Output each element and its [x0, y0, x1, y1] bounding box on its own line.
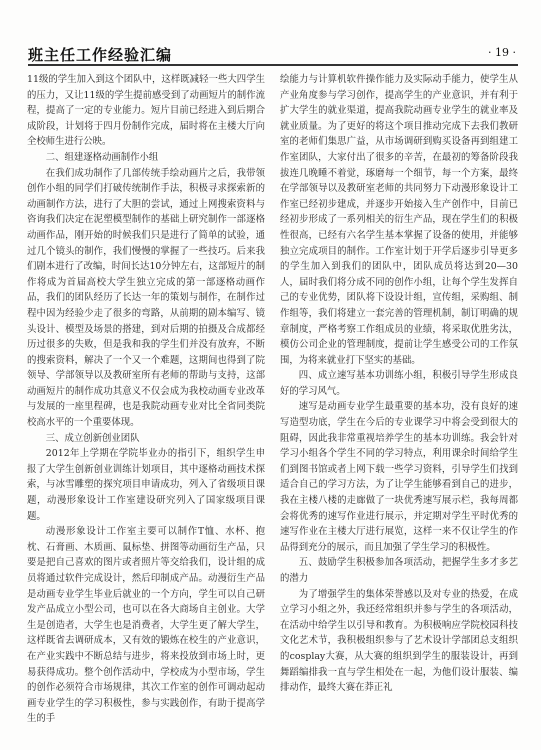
header-rule — [28, 64, 518, 66]
section-heading: 五、鼓励学生积极参加各项活动，把握学生多才多艺的潜力 — [280, 557, 518, 584]
paragraph: 速写是动画专业学生最重要的基本功，没有良好的速写造型功底，学生在今后的专业课学习中将会受到很大的阻碍，因此我非常重视培养学生的基本功训练。我会针对学习小组各个学生不同的学习特点，利用课余时间给学生们到图书馆或者上网下载一些学习资料，引导学生们找到适合自己的学习方法，为了让学生能够看到自己的进步，我在主楼八楼的走廊做了一块优秀速写展示栏，我每周都会将优秀的速写作业进行展示，并定期对学生平时优秀的速写作业在主楼大厅进行展览，这样一来不仅让学生的作品得到充分的展示，而且加强了学生学习的积极性。 — [280, 401, 518, 553]
section-heading: 三、成立创新创业团队 — [45, 432, 140, 444]
paragraph: 为了增强学生的集体荣誉感以及对专业的热爱，在成立学习小组之外，我还经常组织并参与学生的各项活动，在活动中给学生以引导和教育。为积极响应学院校园科技文化艺术节，我积极组织参与了艺术设计学部团总支组织的cosplay大赛，从大赛的组织到学生的服装设计，再到舞蹈编排我一直与学生相处在一起，为他们设计服装、编排动作，最终大赛在莽正礼 — [280, 588, 518, 694]
left-column — [27, 72, 265, 727]
right-column — [280, 72, 518, 696]
running-title: 班主任工作经验汇编 — [28, 46, 173, 64]
paragraph: 动漫形象设计工作室主要可以制作T恤、水杯、抱枕、石膏画、木质画、鼠标垫、拼图等动画衍生产品，只要是把自己喜欢的图片或者照片等交给我们，设计组的成员将通过软件完成设计，然后印制成产品。动漫衍生产品是动画专业学生毕业后就业的一个方向，学生可以自己研发产品成立小型公司，也可以在各大商场自主创业。大学生是创造者，大学生也是消费者，大学生更了解大学生，这样既省去调研成本，又有效的锻炼在校生的产业意识，在产业实践中不断总结与进步，将来投放到市场上时，更易获得成功。整个创作活动中，学校成为小型市场，学生的创作必须符合市场规律，其次工作室的创作可调动起动画专业学生的学习积极性，参与实践创作，有助于提高学生的手 — [27, 526, 265, 725]
paragraph: 2012年上学期在学院毕业办的指引下，组织学生申报了大学生创新创业训练计划项目，其中逐格动画技术探索，与冰雪雕塑的探究项目申请成功，列入了省级项目课题，动漫形象设计工作室建设研究列入了国家级项目课题。 — [27, 448, 265, 522]
paragraph: 在我们成功制作了几部传统手绘动画片之后，我带领创作小组的同学们打破传统制作手法，积极寻求探索新的动画制作方法，进行了大胆的尝试，通过上网搜索资料与咨询我们决定在泥塑模型制作的基础上研究制作一部逐格动画作品，刚开始的时候我们只是进行了简单的试验，通过几个镜头的制作，我们慢慢的掌握了一些技巧。后来我们剧本进行了改编，时间长达10分钟左右，这部短片的制作将成为首届高校大学生独立完成的第一部逐格动画作品，我们的团队经历了长达一年的策划与制作，在制作过程中因为经验少走了很多的弯路，从前期的剧本编写、镜头设计、模型及场景的搭建，到对后期的拍摄及合成都经历过很多的失败，但是我和我的学生们并没有放弃，不断的搜索资料，解决了一个又一个难题，这期间也得到了院领导、学部领导以及教研室所有老师的帮助与支持，这部动画短片的制作成功其意义不仅会成为我校动画专业改革与发展的一座里程碑，也是我院动画专业对比全省同类院校高水平的一个重要体现。 — [27, 167, 265, 429]
page-header — [28, 40, 518, 66]
section-heading: 二、组建逐格动画制作小组 — [45, 151, 159, 163]
page-number: · 19 · — [488, 46, 516, 59]
paragraph: 绘能力与计算机软件操作能力及实际动手能力，使学生从产业角度参与学习创作，提高学生的产业意识，并有利于扩大学生的就业渠道，提高我院动画专业学生的就业率及就业质量。为了更好的将这个项目推动完成下去我们教研室的老师们集思广益，从市场调研到购买设备再到组建工作室团队，大家付出了很多的辛苦，在最初的筹备阶段我拔连几晚睡不着觉，琢磨每一个细节，每一个方案，最终在学部领导以及教研室老师的共同努力下动漫形象设计工作室已经初步建成，并逐步开始接入生产创作中，目前已经初步形成了一系列相关的衍生产品，现在学生们的积极性很高，已经有六名学生基本掌握了设备的使用，并能够独立完成项目的制作。工作室计划于开学后逐步引导更多的学生加入到我们的团队中，团队成员将达到20—30人，届时我们将分成不同的创作小组，让每个学生发挥自己的专业优势，团队将下设设计组，宣传组，采购组、制作组等，我们将建立一套完善的管理机制，制订明确的规章制度，严格考察工作组成员的业绩，将采取优胜劣汰，模仿公司企业的管理制度，提前让学生感受公司的工作氛围，为将来就业打下坚实的基础。 — [280, 74, 518, 366]
section-heading: 四、成立速写基本功训练小组，积极引导学生形成良好的学习风气。 — [280, 370, 518, 397]
paragraph: 11级的学生加入到这个团队中，这样既减轻一些大四学生的压力，又让11级的学生提前感受到了动画短片的制作流程，提高了一定的专业能力。短片目前已经进入到后期合成阶段，计划将于四月份制作完成，届时将在主楼大厅向全校师生进行公映。 — [27, 74, 265, 148]
